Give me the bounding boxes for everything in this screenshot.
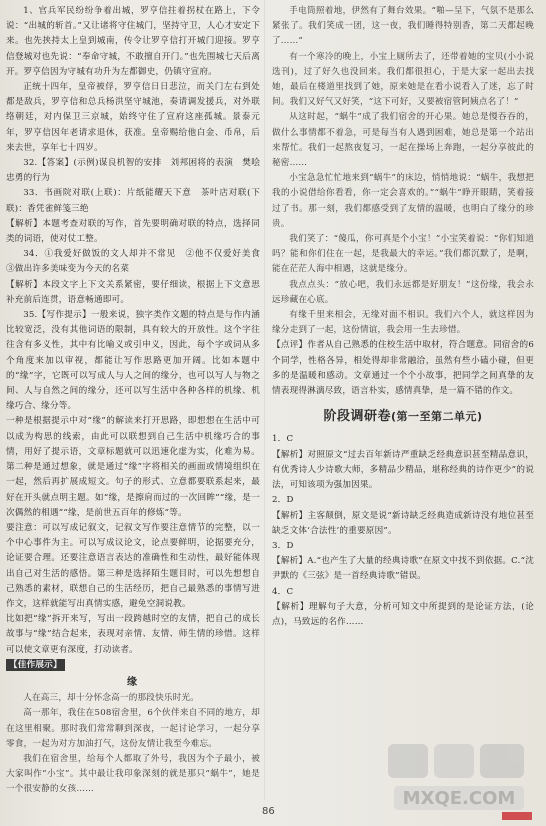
writing-tips-35-cont: 比如把“缘”拆开来写，写出一段跨越时空的友情，把自己的成长故事与“缘”结合起来，表现对亲情、友情、师生情的珍惜。这样可以使文章更有深度，打动读者。 <box>6 614 260 655</box>
answer-34: 34．①我爱好做饭的文人却并不常见 ②他不仅爱好美食 ③做出许多美味变为今天的名菜 <box>6 249 269 275</box>
writing-tips-35-cont: 要注意：可以写成记叙文，记叙文写作要注意情节的完整，以一个中心事件为主。可以写成议论文，论点要鲜明，论据要充分，论证要合理。还要注意语言表达的准确性和生动性，最好能体现出自己对生活的感悟。第三种是选择陌生题目时，可以先想想自己熟悉的素材，联想自己的生活经历，把自己最熟悉的事情写进作文，这样就能写出真情实感，避免空洞说教。 <box>6 522 260 609</box>
essay-paragraph: 人在高三，却十分怀念高一的那段快乐时光。 <box>23 693 200 704</box>
stage-test-heading <box>272 409 534 424</box>
right-column <box>272 4 534 630</box>
watermark-logo <box>384 738 534 820</box>
translation-paragraph: 正统十四年，皇帝被俘，罗亨信日日悲泣，而关门左右到处都是敌兵，罗亨信和总兵杨洪坚守城池，奏请调发援兵，对外联络朝廷，对内保卫三京城，始终守住了宣府这座孤城。景泰元年，罗亨信因年老请求退休，获准。皇帝赐给他白金、币帛，后来去世，享年七十四岁。 <box>6 82 260 153</box>
essay-title: 缘 <box>127 676 139 688</box>
writing-tips-35: 35.【写作提示】一般来说，独字类作文题的特点是与作内涵比较宽泛，没有其他词语的限制，具有较大的开放性。这个字往往含有多义性，其中有比喻义或引申义，因此，每个字或词从多个角度来加以审视，都能让写作思路更加开阔。比如本题中的“缘”字，它既可以写成人与人之间的缘分，也可以写人与物之间、人与自然之间的缘分，还可以写生活中各种各样的机缘、机缘巧合、缘分等。 <box>6 310 260 412</box>
left-column <box>6 4 269 798</box>
essay-paragraph: 我们笑了：“傻瓜，你可真是个小宝！”小宝笑着说：“你们知道吗？能和你们住在一起，是我最大的幸运。”我们都沉默了，是啊，能在茫茫人海中相遇，这就是缘分。 <box>272 234 534 275</box>
analysis-33: 【解析】本题考查对联的写作，首先要明确对联的特点，选择同类的词语，使对仗工整。 <box>6 218 260 245</box>
answer-33: 33．书画院对联(上联)：片纸能耀天下意 茶叶店对联(下联)：香凭雀鲜笺三绝 <box>6 188 260 214</box>
showcase-heading <box>6 658 260 673</box>
stage-title: 阶段调研卷 <box>323 409 391 425</box>
analysis-1: 【解析】对照原文“过去百年新诗严重缺乏经典意识甚至精品意识，有优秀诗人少诗歌大师，多精品少精品，堪称经典的诗作更少”的说法，可知该项为强加因果。 <box>272 449 534 491</box>
showcase-label: 【佳作展示】 <box>6 659 65 671</box>
essay-paragraph: 我们在宿舍里，给每个人都取了外号，我因为个子最小，被大家叫作“小宝”。其中最让我印象深刻的就是那只“蜗牛”，她是一个很安静的女孩…… <box>6 753 260 795</box>
answer-2: 2．D <box>272 495 294 506</box>
stage-subtitle: (第一至第二单元) <box>390 410 483 424</box>
essay-paragraph: 从这时起，“蜗牛”成了我们宿舍的开心果。她总是慢吞吞的，做什么事情都不着急，可是每当有人遇到困难，她总是第一个站出来帮忙。我们一起熬夜复习，一起在操场上奔跑，一起分享彼此的秘密…… <box>272 112 534 169</box>
page-number: 86 <box>262 806 275 817</box>
answer-3: 3．D <box>272 540 294 551</box>
commentary: 【点评】作者从自己熟悉的住校生活中取材，符合题意。同宿舍的6个同学，性格各异，相处得却非常融洽，虽然有些小磕小碰，但更多的是温暖和感动。文章通过一个个小故事，把同学之间真挚的友情表现得淋漓尽致，语言朴实，感情真挚，是一篇不错的作文。 <box>272 340 534 397</box>
answer-4: 4．C <box>272 586 294 597</box>
writing-tips-35-cont: 一种是根据提示中对“缘”的解读来打开思路，即想想在生活中可以成为构思的线索，由此可以联想到自己生活中机缘巧合的事情，用好了提示语，文章标题就可以迅速化虚为实，化难为易。第二种是通过想象，就是通过“缘”字将相关的画面或情境组织在一起，然后再扩展成短文。句子的形式、立意都要联系起来，最好在开头就点明主题。如“缘，是擦肩而过的一次回眸”“缘，是一次偶然的相遇”“缘，是前世五百年的修炼”等。 <box>6 416 260 518</box>
analysis-2: 【解析】主客颠倒，原文是说“新诗缺乏经典造成新诗没有地位甚至缺乏文体‘合法性’的重要原因”。 <box>272 510 534 536</box>
answer-32: 32.【答案】(示例)谋良机智的安排 刘邦困将的表演 樊哙忠勇的行为 <box>6 158 260 184</box>
analysis-4: 【解析】理解句子大意，分析可知文中所提到的是论证方法，(论点)，马致远的名作…… <box>272 601 534 627</box>
column-divider <box>264 0 265 800</box>
essay-paragraph: 有一个寒冷的晚上，小宝上厕所去了，还带着她的宝贝(小小说选刊)，过了好久也没回来。我们都很担心，于是大家一起出去找她，最后在楼道里找到了她，原来她是在看小说看入了迷，忘了时间。我们又好气又好笑，“这下可好，又要被宿管阿姨点名了！” <box>272 51 534 108</box>
analysis-3: 【解析】A.“也产生了大量的经典诗歌”在原文中找不到依据。C.“沈尹默的《三弦》是一首经典诗歌”错误。 <box>272 556 534 582</box>
translation-paragraph: 1、官兵军民纷纷争着出城，罗亨信拄着拐杖在路上，下令说：“出城的斩首。”又让诸将守住城门，坚持守卫，人心才安定下来。也先挟持太上皇到城南，传令让罗亨信打开城门迎接。罗亨信登城对也先说：“奉命守城，不敢擅自开门。”也先围城七天后离开。罗亨信因为守城有功升为左都御史，仍镇守宣府。 <box>6 6 260 77</box>
essay-paragraph: 高一那年，我住在508宿舍里，6个伙伴来自不同的地方，却在这里相聚。那时我们常常聊到深夜，一起讨论学习，一起分享零食，一起为对方加油打气，这份友情让我至今难忘。 <box>6 708 260 749</box>
analysis-34: 【解析】本段文字上下文关系紧密，要仔细读，根据上下文意思补充前后连贯，语意畅通即可。 <box>6 279 260 305</box>
essay-paragraph: 有缘千里来相会，无缘对面不相识。我们六个人，就这样因为缘分走到了一起，这份情谊，我会用一生去珍惜。 <box>272 310 534 336</box>
svg-text:MXQE.COM: MXQE.COM <box>402 788 516 809</box>
essay-paragraph: 小宝急急忙忙地来到“蜗牛”的床边，悄悄地说：“蜗牛，我想把我的小说借给你看看，你一定会喜欢的。”“蜗牛”睁开眼睛，笑着接过了书。那一刻，我们都感受到了友情的温暖，也明白了缘分的珍贵。 <box>272 173 534 229</box>
essay-paragraph: 手电筒照着地，伊然有了舞台效果。“啪—呈下，气氛不是那么紧张了。我们笑成一团，这一夜，我们睡得特别香，第二天都起晚了……” <box>272 6 534 47</box>
essay-paragraph: 我点点头：“放心吧，我们永远都是好朋友！”这份缘，我会永远珍藏在心底。 <box>272 279 534 305</box>
answer-1: 1．C <box>272 434 294 445</box>
